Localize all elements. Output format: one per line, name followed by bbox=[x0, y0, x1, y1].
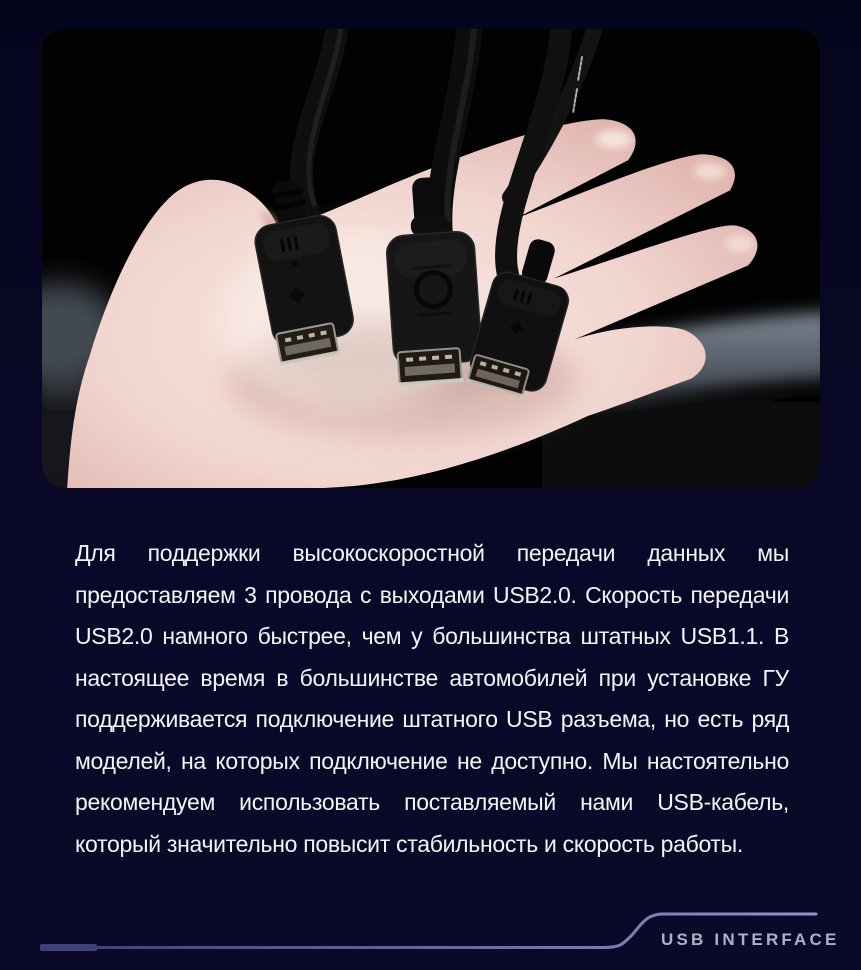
description-paragraph: Для поддержки высокоскоростной передачи данных мы предоставляем 3 провода с выходами USB2.0. Скорость передачи USB2.0 намного быстрее, чем у большинства штатных USB1.1. В настоящее время в большинстве автомобилей при установке ГУ поддерживается подключение штатного USB разъема, но есть ряд моделей, на которых подключение не доступно. Мы настоятельно рекомендуем использовать поставляемый нами USB-кабель, который значительно повысит стабильность и скорость работы. bbox=[75, 540, 789, 857]
usb-port-opening bbox=[396, 348, 464, 387]
fingertip-highlight bbox=[726, 235, 754, 251]
fingertip-highlight bbox=[596, 130, 632, 148]
line-left-cap bbox=[40, 944, 97, 951]
product-photo bbox=[42, 29, 820, 488]
product-photo-illustration bbox=[42, 29, 820, 488]
footer-label: USB INTERFACE bbox=[661, 930, 840, 949]
fingertip-highlight bbox=[694, 163, 726, 179]
